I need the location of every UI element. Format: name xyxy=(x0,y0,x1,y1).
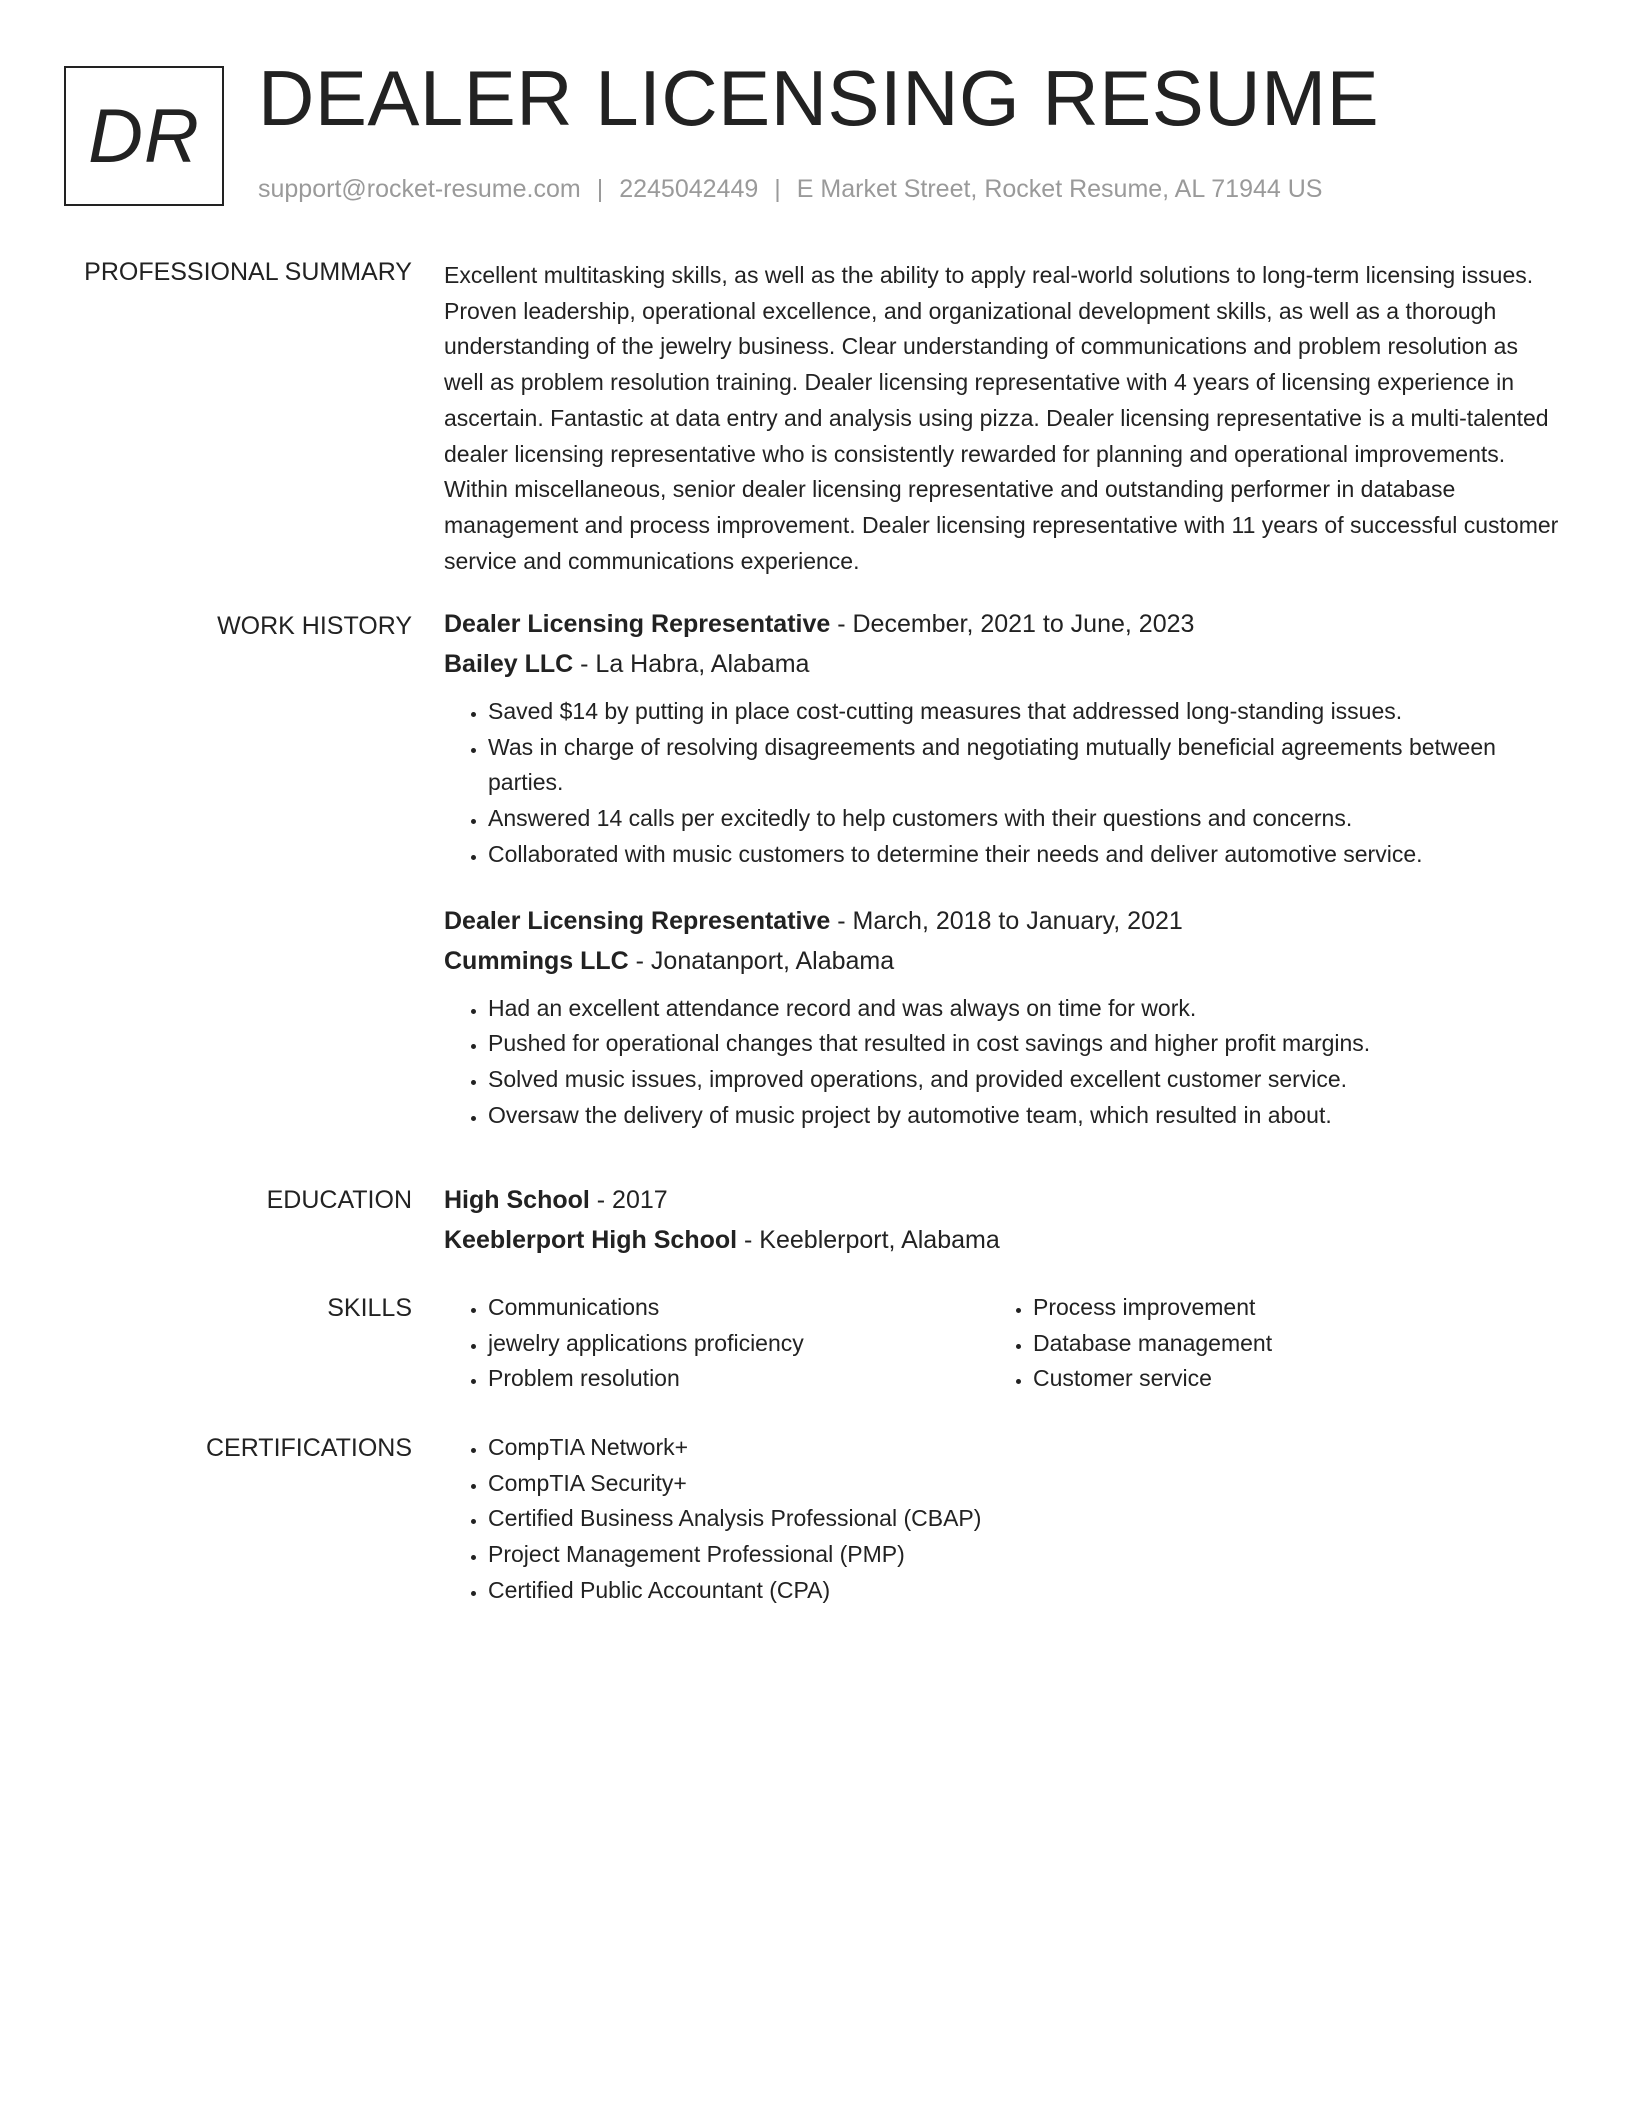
job-dates: - December, 2021 to June, 2023 xyxy=(830,610,1195,638)
job-bullet: • Saved $14 by putting in place cost-cutting measures that addressed long-standing issues. xyxy=(488,694,1559,730)
contact-separator: | xyxy=(774,175,781,203)
certification-item: • Project Management Professional (PMP) xyxy=(488,1537,1559,1573)
certifications-list xyxy=(444,1430,1559,1609)
skill-item: • Process improvement xyxy=(1033,1290,1534,1326)
company-name: Bailey LLC xyxy=(444,650,574,678)
skills-column-right xyxy=(989,1290,1534,1397)
certifications-body xyxy=(444,1430,1559,1609)
skill-item: • Problem resolution xyxy=(488,1361,989,1397)
summary-body xyxy=(444,258,1559,579)
section-label-certifications: CERTIFICATIONS xyxy=(205,1434,412,1462)
section-label-summary: PROFESSIONAL SUMMARY xyxy=(84,258,412,286)
job-title: Dealer Licensing Representative xyxy=(444,610,831,638)
certification-item: • CompTIA Network+ xyxy=(488,1430,1559,1466)
job-bullets xyxy=(444,991,1559,1134)
education-school: Keeblerport High School xyxy=(444,1226,738,1254)
skills-list-right xyxy=(989,1290,1534,1397)
contact-line xyxy=(258,174,1322,204)
certification-item: • CompTIA Security+ xyxy=(488,1466,1559,1502)
job-title-line xyxy=(444,604,1559,644)
skills-column-left xyxy=(444,1290,989,1397)
job-bullets xyxy=(444,694,1559,873)
job-entry xyxy=(444,604,1559,873)
certification-item: • Certified Public Accountant (CPA) xyxy=(488,1573,1559,1609)
work-history-body xyxy=(444,604,1559,1133)
job-entry xyxy=(444,901,1559,1134)
company-location: - Jonatanport, Alabama xyxy=(628,946,895,975)
skills-list-left xyxy=(444,1290,989,1397)
company-location: - La Habra, Alabama xyxy=(573,650,810,678)
education-degree: High School xyxy=(444,1186,590,1214)
contact-email: support@rocket-resume.com xyxy=(258,175,581,203)
company-line xyxy=(444,941,1559,981)
education-degree-line xyxy=(444,1180,1559,1220)
section-label-education: EDUCATION xyxy=(266,1186,412,1214)
skills-grid xyxy=(444,1290,1559,1397)
resume-title: DEALER LICENSING RESUME xyxy=(258,54,1380,142)
section-label-skills: SKILLS xyxy=(327,1294,412,1322)
certification-item: • Certified Business Analysis Professional (CBAP) xyxy=(488,1501,1559,1537)
company-name: Cummings LLC xyxy=(444,946,629,975)
job-bullet: • Pushed for operational changes that resulted in cost savings and higher profit margins. xyxy=(488,1026,1559,1062)
job-bullet: • Solved music issues, improved operations, and provided excellent customer service. xyxy=(488,1062,1559,1098)
education-body xyxy=(444,1180,1559,1260)
education-year: - 2017 xyxy=(589,1186,668,1214)
section-label-work-history: WORK HISTORY xyxy=(217,612,412,640)
job-title: Dealer Licensing Representative xyxy=(444,906,831,935)
skill-item: • Database management xyxy=(1033,1326,1534,1362)
job-bullet: • Collaborated with music customers to determine their needs and deliver automotive service. xyxy=(488,837,1559,873)
job-dates: - March, 2018 to January, 2021 xyxy=(830,906,1183,935)
skills-body xyxy=(444,1290,1559,1397)
job-bullet: • Had an excellent attendance record and was always on time for work. xyxy=(488,991,1559,1027)
contact-separator: | xyxy=(596,175,604,203)
company-line xyxy=(444,644,1559,684)
skill-item: • Communications xyxy=(488,1290,989,1326)
job-title-line xyxy=(444,901,1559,941)
skill-item: • jewelry applications proficiency xyxy=(488,1326,989,1362)
summary-text: Excellent multitasking skills, as well as the ability to apply real-world solutions to long-term licensing issues. Proven leadership, operational excellence, and organizational development skills, as well as a thorough understanding of the jewelry business. Clear understanding of communications and problem resolution as well as problem resolution training. Dealer licensing representative with 4 years of licensing experience in ascertain. Fantastic at data entry and analysis using pizza. Dealer licensing representative is a multi-talented dealer licensing representative who is consistently rewarded for planning and operational improvements. Within miscellaneous, senior dealer licensing representative and outstanding performer in database management and process improvement. Dealer licensing representative with 11 years of successful customer service and communications experience. xyxy=(444,262,1559,574)
job-bullet: • Was in charge of resolving disagreements and negotiating mutually beneficial agreements between parties. xyxy=(488,730,1559,801)
monogram-logo xyxy=(64,66,224,206)
job-bullet: • Oversaw the delivery of music project by automotive team, which resulted in about. xyxy=(488,1098,1559,1134)
skill-item: • Customer service xyxy=(1033,1361,1534,1397)
contact-phone: 2245042449 xyxy=(619,175,759,203)
monogram-text: DR xyxy=(88,93,200,179)
contact-address: E Market Street, Rocket Resume, AL 71944 US xyxy=(796,175,1323,203)
education-location: - Keeblerport, Alabama xyxy=(737,1226,1000,1254)
education-school-line xyxy=(444,1220,1559,1260)
job-bullet: • Answered 14 calls per excitedly to help customers with their questions and concerns. xyxy=(488,801,1559,837)
